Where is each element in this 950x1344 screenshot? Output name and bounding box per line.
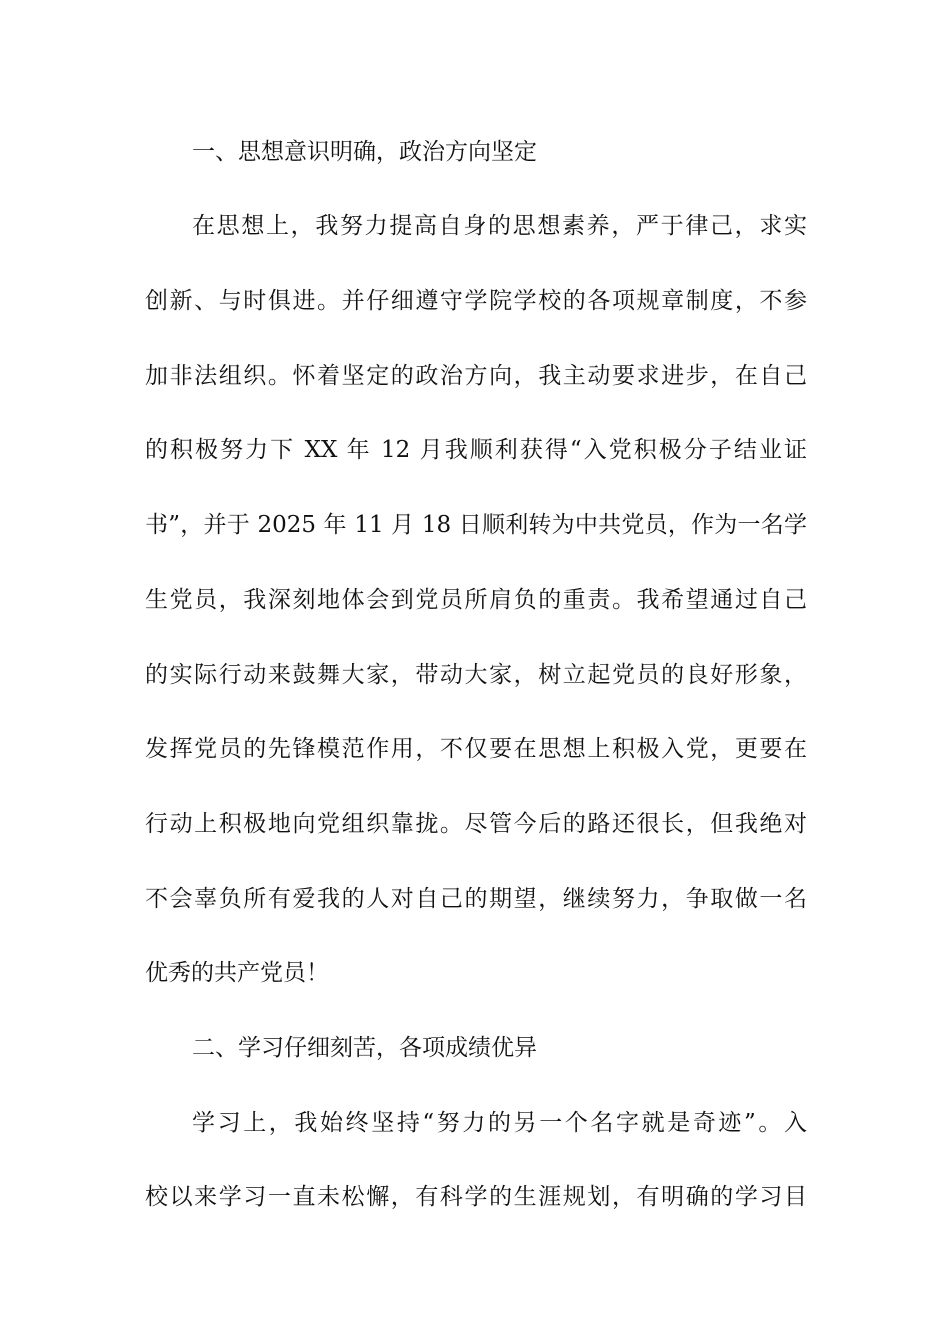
paragraph-line: 书”，并于 2025 年 11 月 18 日顺利转为中共党员，作为一名学	[145, 512, 807, 538]
paragraph-line: 学习上，我始终坚持“努力的另一个名字就是奇迹”。入	[192, 1110, 807, 1136]
paragraph-line: 加非法组织。怀着坚定的政治方向，我主动要求进步，在自己	[145, 363, 807, 389]
paragraph-line: 优秀的共产党员！	[145, 960, 329, 986]
paragraph-line: 生党员，我深刻地体会到党员所肩负的重责。我希望通过自己	[145, 587, 807, 613]
paragraph-line: 不会辜负所有爱我的人对自己的期望，继续努力，争取做一名	[145, 886, 807, 912]
paragraph-line: 的实际行动来鼓舞大家，带动大家，树立起党员的良好形象，	[145, 662, 807, 688]
paragraph-line: 在思想上，我努力提高自身的思想素养，严于律己，求实	[192, 213, 807, 239]
paragraph-line: 行动上积极地向党组织靠拢。尽管今后的路还很长，但我绝对	[145, 811, 807, 837]
section-heading-1: 一、思想意识明确，政治方向坚定	[192, 139, 537, 165]
paragraph-line: 发挥党员的先锋模范作用，不仅要在思想上积极入党，更要在	[145, 736, 807, 762]
paragraph-line: 校以来学习一直未松懈，有科学的生涯规划，有明确的学习目	[145, 1184, 807, 1210]
section-heading-2: 二、学习仔细刻苦，各项成绩优异	[192, 1035, 537, 1061]
paragraph-line: 的积极努力下 XX 年 12 月我顺利获得“入党积极分子结业证	[145, 437, 807, 463]
paragraph-line: 创新、与时俱进。并仔细遵守学院学校的各项规章制度，不参	[145, 288, 807, 314]
